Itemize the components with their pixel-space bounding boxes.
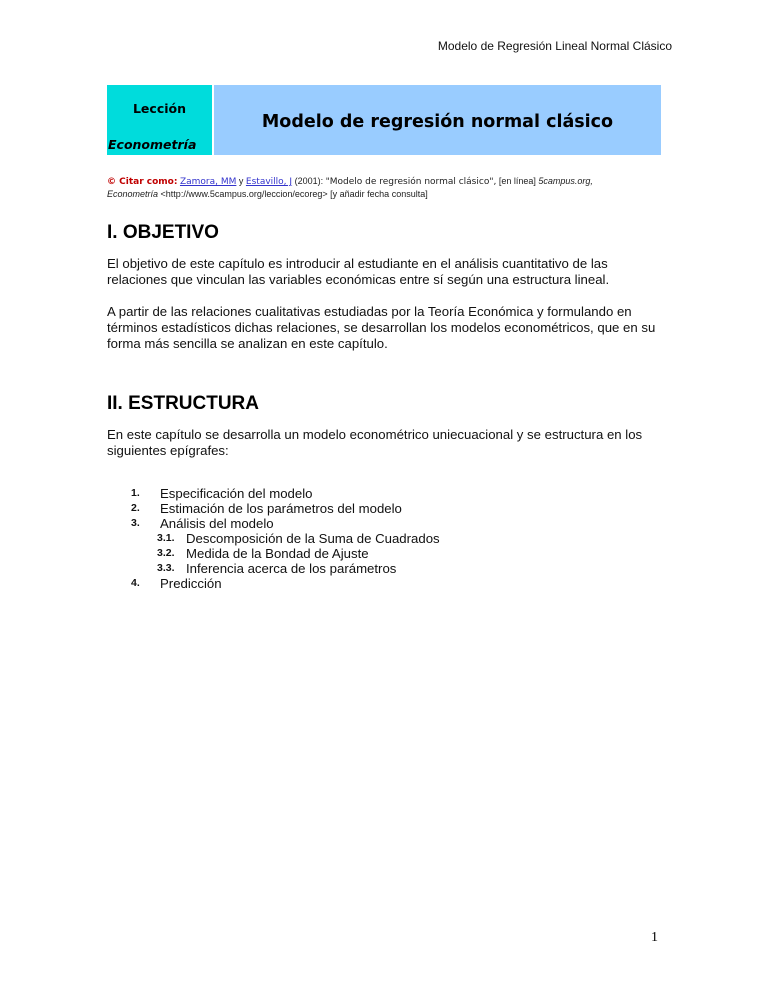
toc-label: Análisis del modelo — [160, 516, 274, 531]
banner-title-box — [214, 85, 661, 155]
toc-item — [131, 486, 440, 501]
citation-block — [107, 175, 667, 200]
toc-label: Descomposición de la Suma de Cuadrados — [186, 531, 440, 546]
toc-label: Medida de la Bondad de Ajuste — [186, 546, 369, 561]
lesson-title: Modelo de regresión normal clásico — [261, 112, 614, 132]
citation-access: [y añadir fecha consulta] — [330, 189, 428, 199]
citation-series: Econometría — [107, 189, 159, 199]
citation-label: © Citar como: — [107, 177, 178, 187]
page-number: 1 — [651, 930, 658, 945]
toc-number: 4. — [131, 577, 140, 589]
toc-number: 2. — [131, 502, 140, 514]
toc-subitem — [131, 546, 440, 561]
citation-publisher: 5campus.org, — [538, 176, 593, 186]
table-of-contents — [131, 486, 440, 591]
toc-item — [131, 501, 440, 516]
toc-number: 3.2. — [157, 547, 175, 559]
citation-url: <http://www.5campus.org/leccion/ecoreg> — [160, 189, 328, 199]
author-link-zamora[interactable]: Zamora, MM — [179, 177, 237, 187]
citation-conj: y — [238, 176, 244, 186]
citation-year: (2001): — [294, 176, 324, 186]
toc-label: Especificación del modelo — [160, 486, 313, 501]
toc-number: 3. — [131, 517, 140, 529]
running-header: Modelo de Regresión Lineal Normal Clásico — [437, 39, 672, 53]
banner-label-subject: Econometría — [108, 137, 197, 152]
toc-label: Inferencia acerca de los parámetros — [186, 561, 397, 576]
toc-label: Predicción — [160, 576, 222, 591]
toc-subitem — [131, 561, 440, 576]
author-link-estavillo[interactable]: Estavillo, J — [245, 177, 293, 187]
banner-label-lesson: Lección — [132, 101, 187, 116]
citation-online: [en línea] — [498, 176, 536, 186]
section-heading-objetivo: I. OBJETIVO — [107, 222, 219, 243]
section-heading-estructura: II. ESTRUCTURA — [107, 393, 259, 414]
toc-item — [131, 576, 440, 591]
toc-subitem — [131, 531, 440, 546]
toc-label: Estimación de los parámetros del modelo — [160, 501, 402, 516]
objetivo-paragraph-1: El objetivo de este capítulo es introducir al estudiante en el análisis cuantitativo de las relaciones que vinculan las variables económicas entre sí según una estructura lineal. — [107, 256, 610, 287]
citation-work: "Modelo de regresión normal clásico", — [325, 177, 497, 187]
toc-number: 1. — [131, 487, 140, 499]
estructura-paragraph: En este capítulo se desarrolla un modelo econométrico uniecuacional y se estructura en los siguientes epígrafes: — [107, 427, 643, 458]
objetivo-paragraph-2: A partir de las relaciones cualitativas estudiadas por la Teoría Económica y formulando en términos estadísticos dichas relaciones, se desarrollan los modelos econométricos, que en su forma más sencilla se analizan en este capítulo. — [107, 304, 656, 351]
toc-item — [131, 516, 440, 531]
banner-label-box — [107, 85, 212, 155]
toc-number: 3.3. — [157, 562, 175, 574]
toc-number: 3.1. — [157, 532, 175, 544]
lesson-banner — [107, 85, 661, 155]
